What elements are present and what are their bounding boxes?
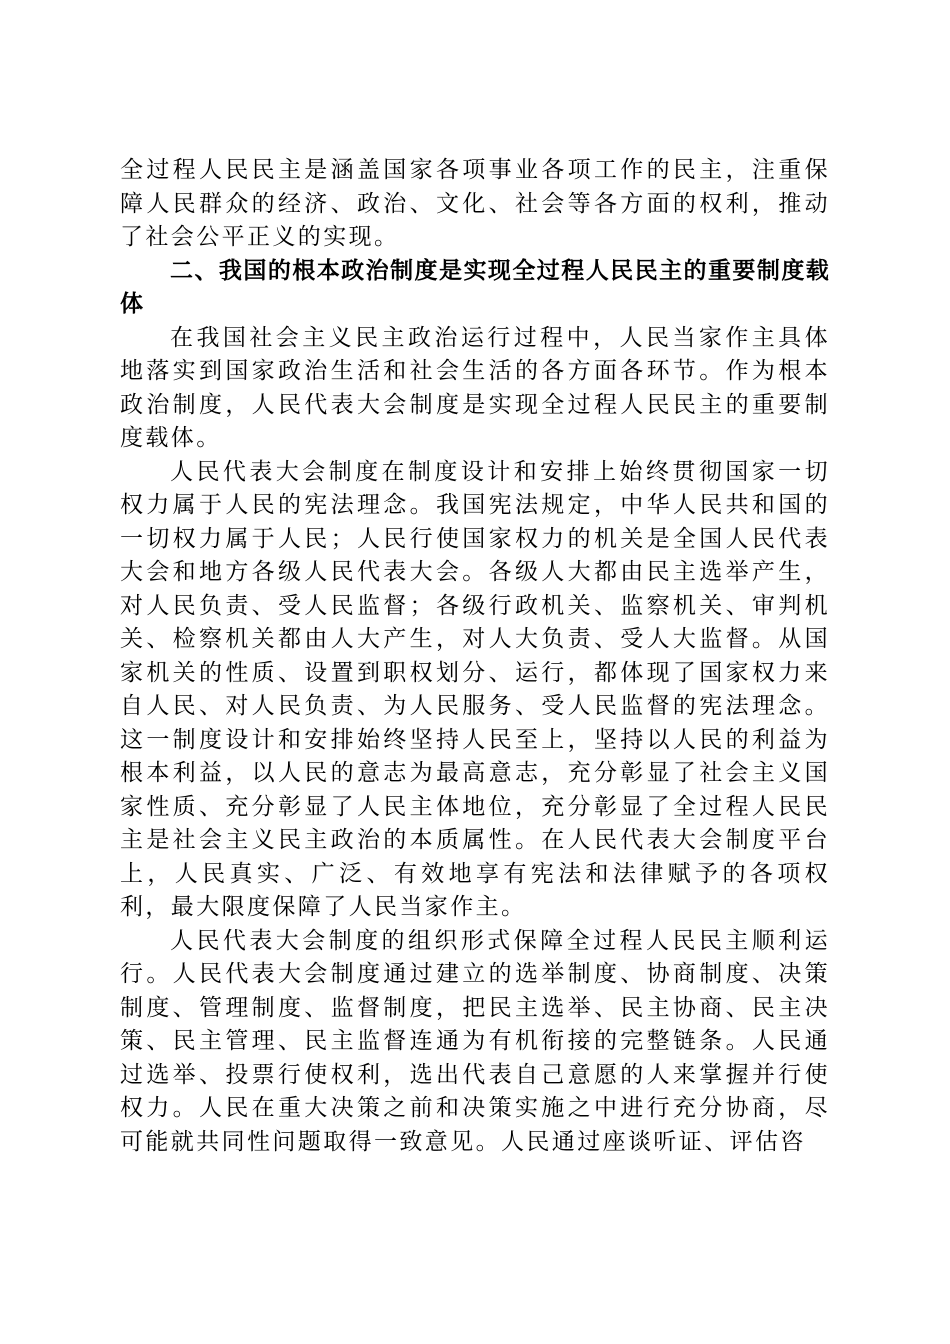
section-heading: 二、我国的根本政治制度是实现全过程人民民主的重要制度载体 <box>120 257 830 317</box>
paragraph-intro: 全过程人民民主是涵盖国家各项事业各项工作的民主，注重保障人民群众的经济、政治、文化、社会等各方面的权利，推动了社会公平正义的实现。 <box>120 157 830 250</box>
paragraph-2: 人民代表大会制度在制度设计和安排上始终贯彻国家一切权力属于人民的宪法理念。我国宪法规定，中华人民共和国的一切权力属于人民；人民行使国家权力的机关是全国人民代表大会和地方各级人民代表大会。各级人大都由民主选举产生，对人民负责、受人民监督；各级行政机关、监察机关、审判机关、检察机关都由人大产生，对人大负责、受人大监督。从国家机关的性质、设置到职权划分、运行，都体现了国家权力来自人民、对人民负责、为人民服务、受人民监督的宪法理念。这一制度设计和安排始终坚持人民至上，坚持以人民的利益为根本利益，以人民的意志为最高意志，充分彰显了社会主义国家性质、充分彰显了人民主体地位，充分彰显了全过程人民民主是社会主义民主政治的本质属性。在人民代表大会制度平台上，人民真实、广泛、有效地享有宪法和法律赋予的各项权利，最大限度保障了人民当家作主。 <box>120 458 830 920</box>
paragraph-1: 在我国社会主义民主政治运行过程中，人民当家作主具体地落实到国家政治生活和社会生活的各方面各环节。作为根本政治制度，人民代表大会制度是实现全过程人民民主的重要制度载体。 <box>120 324 830 451</box>
document-page <box>120 154 830 1159</box>
paragraph-3: 人民代表大会制度的组织形式保障全过程人民民主顺利运行。人民代表大会制度通过建立的选举制度、协商制度、决策制度、管理制度、监督制度，把民主选举、民主协商、民主决策、民主管理、民主监督连通为有机衔接的完整链条。人民通过选举、投票行使权利，选出代表自己意愿的人来掌握并行使权力。人民在重大决策之前和决策实施之中进行充分协商，尽可能就共同性问题取得一致意见。人民通过座谈听证、评估咨 <box>120 927 830 1155</box>
